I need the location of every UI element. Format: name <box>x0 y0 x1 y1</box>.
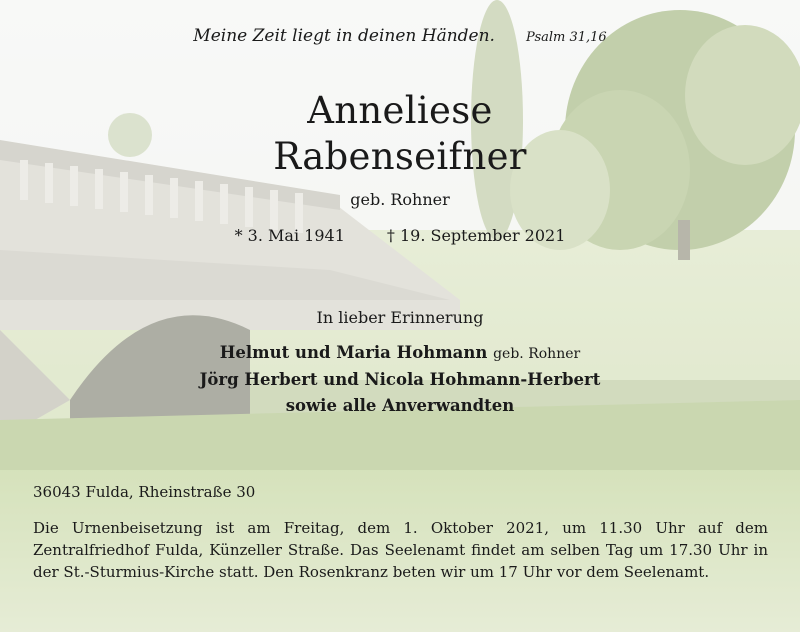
birth-date: * 3. Mai 1941 <box>234 226 345 245</box>
death-date: † 19. September 2021 <box>386 226 566 245</box>
mourners-list <box>0 340 800 419</box>
mourner-line-2: Jörg Herbert und Nicola Hohmann-Herbert <box>199 370 601 389</box>
deceased-first-name: Anneliese <box>307 89 493 132</box>
funeral-notice: Die Urnenbeisetzung ist am Freitag, dem 1. Oktober 2021, um 11.30 Uhr auf dem Zentralfriedhof Fulda, Künzeller Straße. Das Seelenamt findet am selben Tag um 17.30 Uhr in der St.-Sturmius-Kirche statt. Den Rosenkranz beten wir um 17 Uhr vor dem Seelenamt. <box>33 519 768 581</box>
mourner-line-3: sowie alle Anverwandten <box>285 396 515 415</box>
family-address: 36043 Fulda, Rheinstraße 30 <box>33 483 256 501</box>
verse-text: Meine Zeit liegt in deinen Händen. <box>193 26 495 46</box>
deceased-last-name: Rabenseifner <box>273 135 527 178</box>
maiden-name: geb. Rohner <box>350 190 450 209</box>
mourner-names: Helmut und Maria Hohmann <box>219 343 488 362</box>
verse-reference: Psalm 31,16 <box>526 30 607 45</box>
mourner-maiden-note: geb. Rohner <box>493 346 581 362</box>
memory-line: In lieber Erinnerung <box>316 308 484 327</box>
mourner-line-1 <box>0 340 800 367</box>
life-dates <box>0 226 800 245</box>
bible-verse <box>0 26 800 46</box>
